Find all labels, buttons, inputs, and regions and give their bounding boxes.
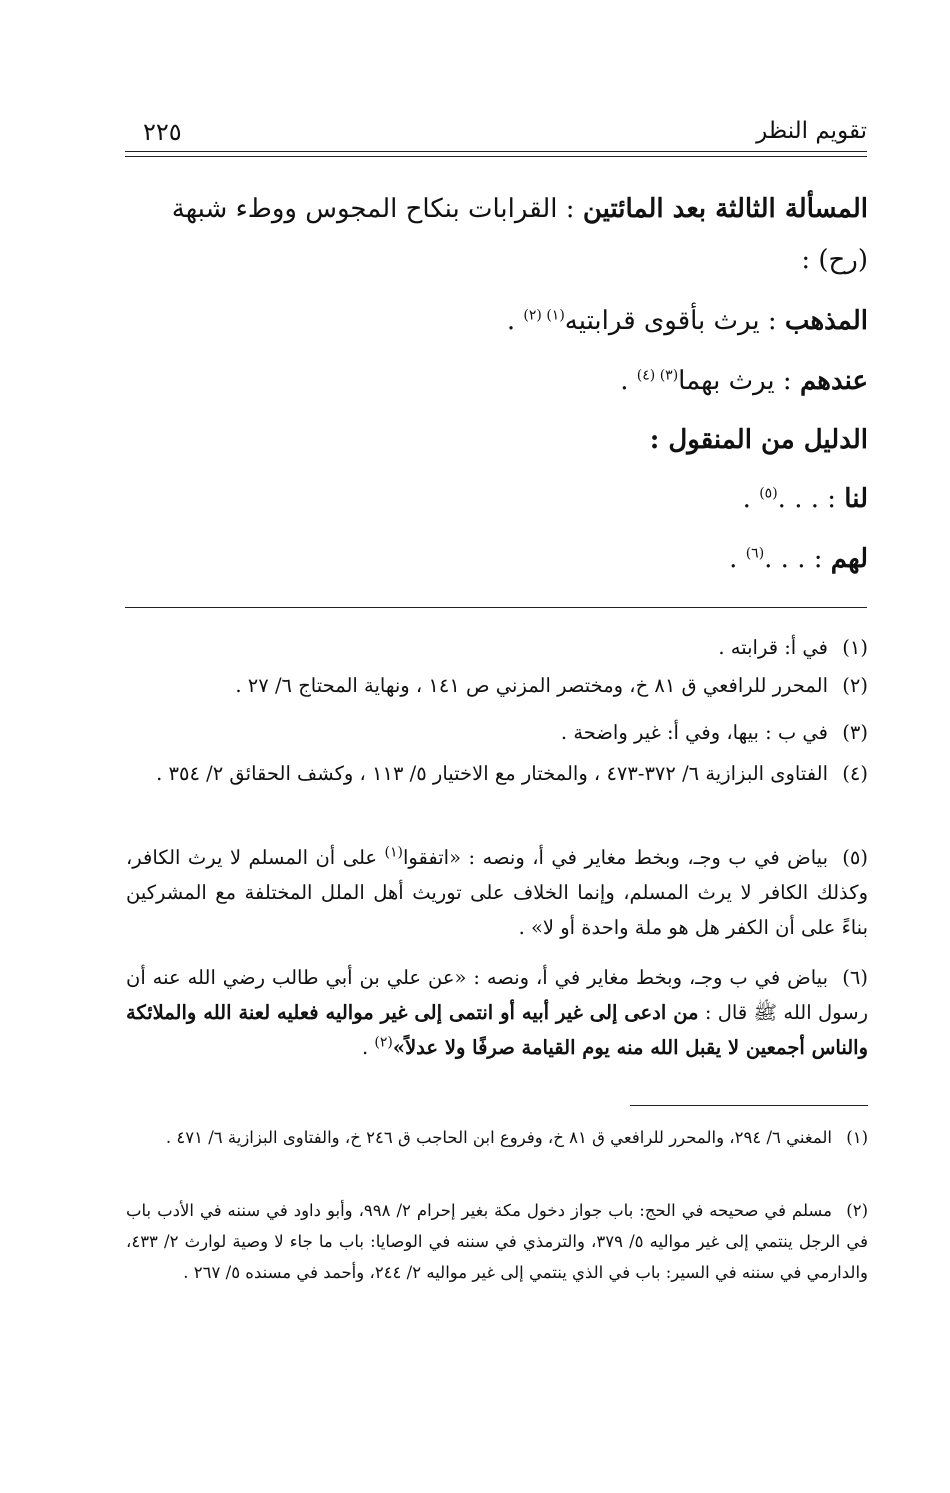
footnote-ref: (٦) bbox=[745, 545, 765, 562]
subfootnote-1: (١)المغني ٦/ ٢٩٤، والمحرر للرافعي ق ٨١ خ، وفروع ابن الحاجب ق ٢٤٦ خ، والفتاوى البزازية ٦/ ٤٧١ . bbox=[165, 1128, 868, 1147]
evidence-heading: الدليل من المنقول : bbox=[649, 425, 868, 455]
footnote-ref: (٥) bbox=[759, 485, 778, 502]
running-title: تقويم النظر bbox=[756, 118, 867, 144]
footnote-5: (٥)بياض في ب وجـ، وبخط مغاير في أ، ونصه : «اتفقوا$^{(١)}$ على أن المسلم لا يرث الكافر، وكذلك الكافر لا يرث المسلم، وإنما الخلاف على توريث أهل الملل المختلفة مع المشركين بناءً على أن الكفر هل هو ملة واحدة أو لا» . bbox=[126, 844, 868, 939]
footnote-4: (٤)الفتاوى البزازية ٦/ ٣٧٢-٤٧٣ ، والمختار مع الاختيار ٥/ ١١٣ ، وكشف الحقائق ٢/ ٣٥٤ . bbox=[156, 762, 868, 785]
madhhab-line: المذهب : يرث بأقوى قرابتيه$^{(١) (٢)}$ . bbox=[506, 306, 868, 336]
footnote-1: (١)في أ: قرابته . bbox=[718, 636, 868, 659]
issue-label: المسألة الثالثة بعد المائتين bbox=[582, 194, 868, 224]
issue-heading-continued bbox=[133, 243, 868, 277]
subfootnote-2: (٢)مسلم في صحيحه في الحج: باب جواز دخول مكة بغير إحرام ٢/ ٩٩٨، وأبو داود في سننه في الأدب باب في الرجل ينتمي إلى غير مواليه ٥/ ٣٧٩، والترمذي في سننه في الوصايا: باب ما جاء لا وصية لوارث ٢/ ٤٣٣، والدارمي في سننه في السير: باب في الذي ينتمي إلى غير مواليه ٢/ ٢٤٤، وأحمد في مسنده ٥/ ٢٦٧ . bbox=[126, 1201, 869, 1282]
footnote-2: (٢)المحرر للرافعي ق ٨١ خ، ومختصر المزني ص ١٤١ ، ونهاية المحتاج ٦/ ٢٧ . bbox=[235, 674, 868, 697]
page-number: ٢٢٥ bbox=[143, 118, 182, 146]
footnotes-rule bbox=[125, 607, 867, 608]
issue-text-cont: (رح) : bbox=[801, 245, 868, 275]
header-rule bbox=[125, 151, 867, 157]
hadith-text: من ادعى إلى غير أبيه أو انتمى إلى غير مواليه فعليه لعنة الله والملائكة والناس أجمعين لا يقبل الله منه يوم القيامة صرفًا ولا عدلاً» bbox=[126, 1001, 868, 1059]
lana-line: لنا : . . .$^{(٥)}$ . bbox=[742, 484, 868, 514]
subfootnotes-rule bbox=[630, 1105, 868, 1106]
issue-heading bbox=[133, 192, 868, 226]
footnote-6: (٦)بياض في ب وجـ، وبخط مغاير في أ، ونصه : «عن علي بن أبي طالب رضي الله عنه أن رسول الله ﷺ قال : من ادعى إلى غير أبيه أو انتمى إلى غير مواليه فعليه لعنة الله والملائكة والناس أجمعين لا يقبل الله منه يوم القيامة صرفًا ولا عدلاً»$^{(٢)}$ . bbox=[126, 966, 868, 1059]
footnote-ref: (٣) (٤) bbox=[636, 367, 679, 384]
indahum-line: عندهم : يرث بهما$^{(٣) (٤)}$ . bbox=[620, 366, 868, 396]
footnote-3: (٣)في ب : بيها، وفي أ: غير واضحة . bbox=[560, 721, 868, 744]
lahum-line: لهم : . . .$^{(٦)}$ . bbox=[729, 544, 868, 574]
footnote-ref: (١) (٢) bbox=[523, 307, 565, 324]
issue-text: : القرابات بنكاح المجوس ووطء شبهة bbox=[171, 194, 583, 224]
